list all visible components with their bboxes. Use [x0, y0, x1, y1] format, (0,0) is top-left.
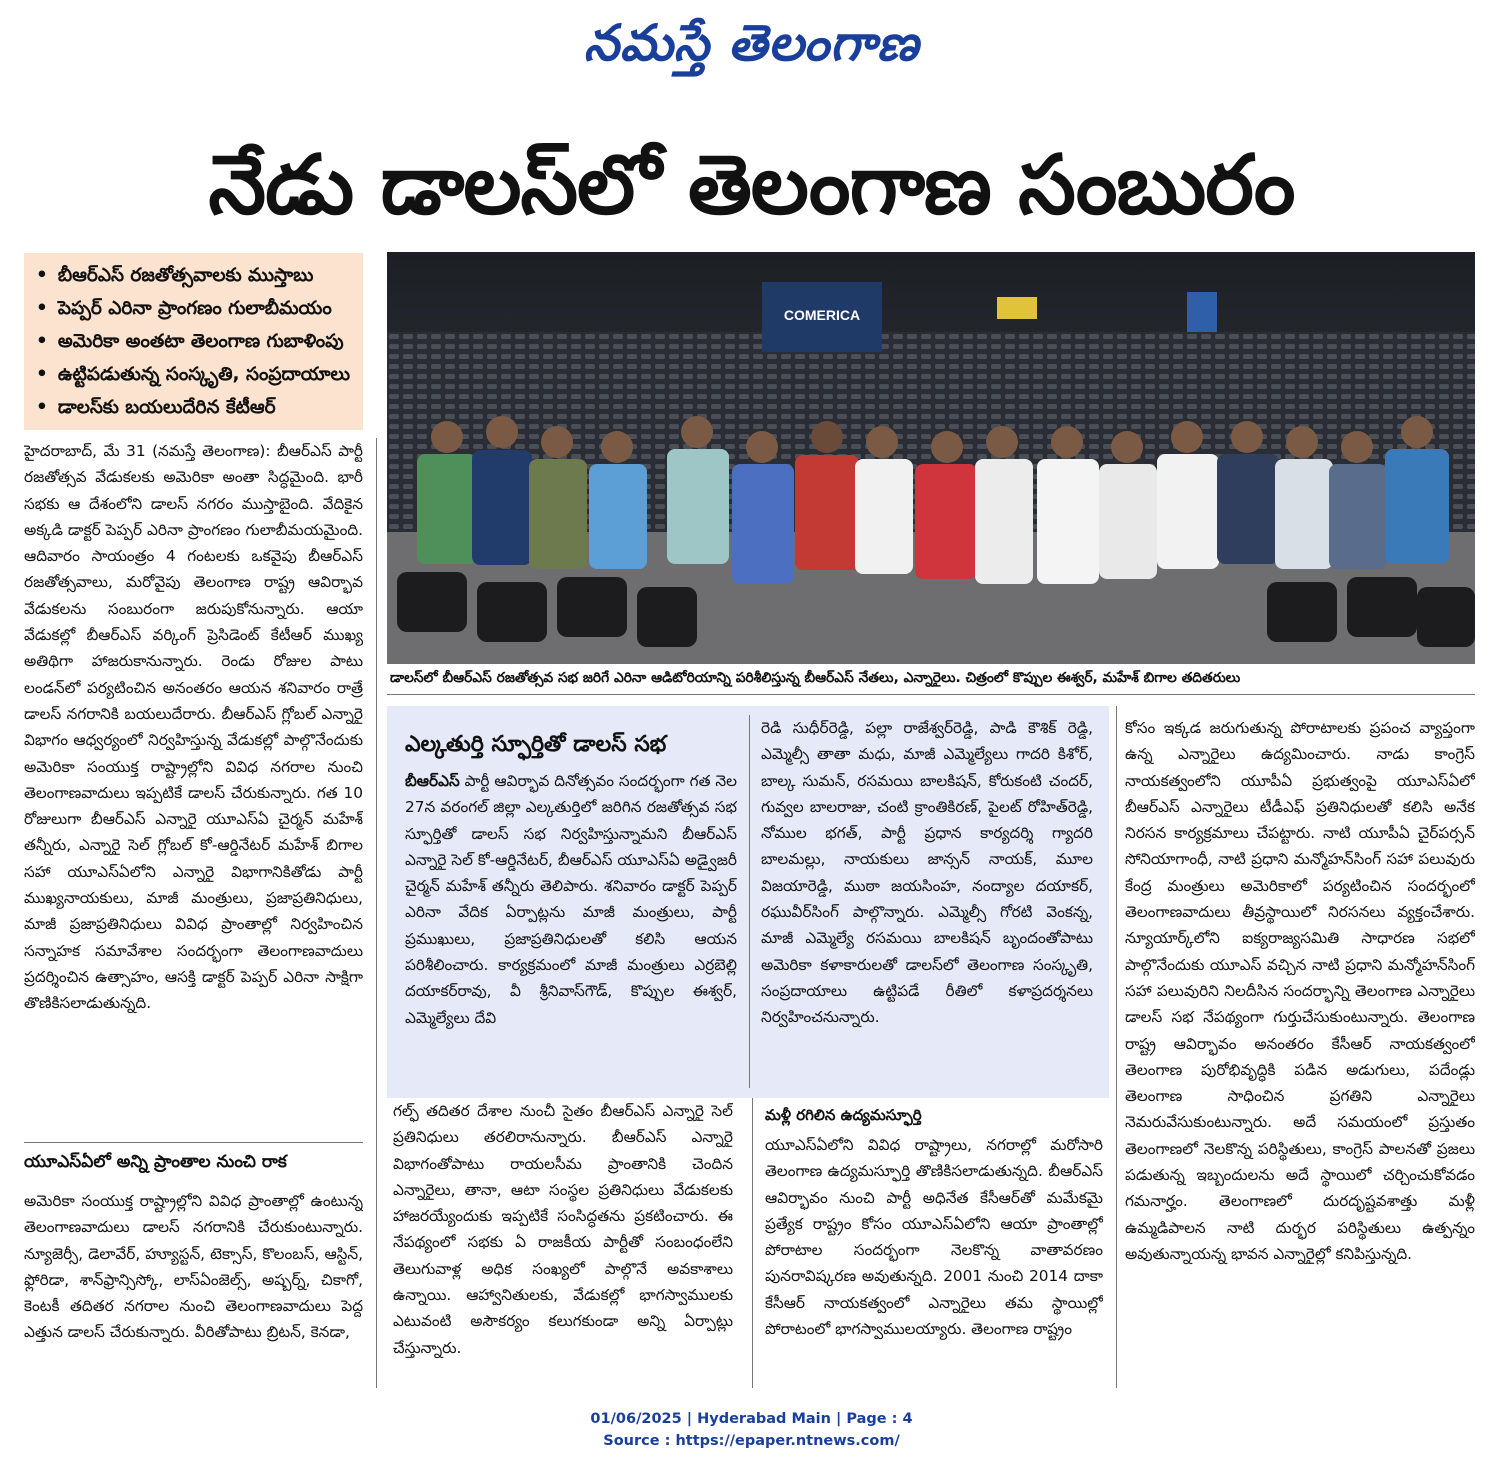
article-column-3-continued — [765, 1132, 1103, 1392]
footer-date-edition: 01/06/2025 | Hyderabad Main | Page : 4 — [590, 1411, 913, 1427]
subheading-movement-spirit: మళ్లీ రగిలిన ఉద్యమస్ఫూర్తి — [765, 1106, 922, 1124]
subheading-elkathurthi: ఎల్కతుర్తి స్ఫూర్తితో డాలస్ సభ — [405, 732, 667, 757]
article-paragraph — [405, 768, 737, 1031]
article-paragraph: హైదరాబాద్, మే 31 (నమస్తే తెలంగాణ): బీఆర్ఎస్ పార్టీ రజతోత్సవ వేడుకలకు అమెరికా అంతా సిద్ధమైంది. భారీ సభకు ఆ దేశంలోని డాలస్ నగరం ముస్తాబైంది. వేదికైన అక్కడి డాక్టర్ పెప్పర్ ఎరినా ప్రాంగణం గులాబీమయమైంది. ఆదివారం సాయంత్రం 4 గంటలకు ఒకవైపు బీఆర్ఎస్ రజతోత్సవాలు, మరోవైపు తెలంగాణ రాష్ట్ర ఆవిర్భావ వేడుకలను సంబురంగా జరుపుకోనున్నారు. ఆయా వేడుకల్లో బీఆర్ఎస్ వర్కింగ్ ప్రెసిడెంట్ కేటీఆర్ ముఖ్య అతిథిగా హాజరుకానున్నారు. రెండు రోజుల పాటు లండన్‌లో పర్యటించిన అనంతరం ఆయన శనివారం రాత్రే డాలస్ నగరానికి బయలుదేరారు. బీఆర్ఎస్ గ్లోబల్ ఎన్నారై విభాగం ఆధ్వర్యంలో నిర్వహిస్తున్న వేడుకల్లో పాల్గొనేందుకు అమెరికా సంయుక్త రాష్ట్రాల్లోని వివిధ నగరాల నుంచి తెలంగాణవాదులు ఇప్పటికే డాలస్ చేరుకున్నారు. గత 10 రోజులుగా బీఆర్ఎస్ ఎన్నారై యూఎస్ఏ చైర్మన్ మహేశ్ తన్నీరు, ఎన్నారై సెల్ గ్లోబల్ కో-ఆర్డినేటర్ మహేశ్ బిగాల సహా యూఎస్ఏలోని ఎన్నారై విభాగానికితోడు పార్టీ ముఖ్యనాయకులు, మాజీ మంత్రులు, ప్రజాప్రతినిధులు, మాజీ ప్రజాప్రతినిధులు వివిధ ప్రాంతాల్లో నిర్వహించిన సన్నాహక సమావేశాల సందర్భంగా తెలంగాణవాదులు ప్రదర్శించిన ఉత్సాహం, ఆసక్తి డాక్టర్ పెప్పర్ ఎరినా సాక్షిగా తొణికిసలాడుతున్నది. — [24, 442, 363, 1013]
lead-word: బీఆర్ఎస్ — [405, 772, 460, 790]
article-paragraph: యూఎస్ఏలోని వివిధ రాష్ట్రాలు, నగరాల్లో మరోసారి తెలంగాణ ఉద్యమస్ఫూర్తి తొణికిసలాడుతున్నది. బీఆర్ఎస్ ఆవిర్భావం నుంచి పార్టీ అధినేత కేసీఆర్‌తో మమేకమై ప్రత్యేక రాష్ట్రం కోసం యూఎస్ఏలోని ఆయా ప్రాంతాల్లో పోరాటాల సందర్భంగా నెలకొన్న వాతావరణం పునరావిష్కరణ అవుతున్నది. 2001 నుంచి 2014 దాకా కేసీఆర్ నాయకత్వంలో ఎన్నారైలు తమ స్థాయిల్లో పోరాటంలో భాగస్వాములయ్యారు. తెలంగాణ రాష్ట్రం — [765, 1136, 1103, 1339]
article-paragraph: గల్ఫ్ తదితర దేశాల నుంచీ సైతం బీఆర్ఎస్ ఎన్నారై సెల్ ప్రతినిధులు తరలిరానున్నారు. బీఆర్ఎస్ ఎన్నారై విభాగంతోపాటు రాయలసీమ ప్రాంతానికి చెందిన ఎన్నారైలు, తానా, ఆటా సంస్థల ప్రతినిధులు వేడుకలకు హాజరయ్యేందుకు ఇప్పటికే సంసిద్ధతను ప్రకటించారు. ఈ నేపథ్యంలో సభకు ఏ రాజకీయ పార్టీతో సంబంధంలేని తెలుగువాళ్ల అధిక సంఖ్యలో పాల్గొనే అవకాశాలు ఉన్నాయి. ఆహ్వానితులకు, వేడుకల్లో భాగస్వాములకు ఎటువంటి అసౌకర్యం కలుగకుండా అన్ని ఏర్పాట్లు చేస్తున్నారు. — [393, 1102, 733, 1357]
highlight-item: • బీఆర్ఎస్ రజతోత్సవాలకు ముస్తాబు — [24, 259, 363, 292]
article-column-4 — [1125, 715, 1475, 1380]
column-divider — [749, 715, 750, 1088]
headline: నేడు డాలస్‌లో తెలంగాణ సంబురం — [208, 138, 1295, 233]
arena-banner-text: COMERICA — [783, 307, 861, 323]
highlight-item: • పెప్పర్ ఎరినా ప్రాంగణం గులాబీమయం — [24, 292, 363, 325]
caption-divider — [387, 694, 1475, 695]
article-column-2-continued — [393, 1098, 733, 1388]
masthead-logo: నమస్తే తెలంగాణ — [583, 13, 920, 72]
article-column-2 — [405, 768, 737, 1088]
highlight-item: • అమెరికా అంతటా తెలంగాణ గుబాళింపు — [24, 325, 363, 358]
page-footer — [0, 1408, 1503, 1452]
article-column-1-continued — [24, 1188, 363, 1388]
article-paragraph: రెడి సుధీర్‌రెడ్డి, పల్లా రాజేశ్వర్‌రెడ్డి, పాడి కౌశిక్ రెడ్డి, ఎమ్మెల్సీ తాతా మధు, మాజీ ఎమ్మెల్యేలు గాదరి కిశోర్, బాల్క సుమన్, రసమయి బాలకిషన్, కోరుకంటి చందర్, గువ్వల బాలరాజు, చంటి క్రాంతికిరణ్, పైలట్ రోహిత్‌రెడ్డి, నోముల భగత్, పార్టీ ప్రధాన కార్యదర్శి గ్యాదరి బాలమల్లు, నాయకులు జాన్సన్ నాయక్, మూల విజయారెడ్డి, ముఠా జయసింహ, నంద్యాల దయాకర్, రఘువీర్‌సింగ్ పాల్గొన్నారు. ఎమ్మెల్సీ గోరటి వెంకన్న, మాజీ ఎమ్మెల్యే రసమయి బాలకిషన్ బృందంతోపాటు అమెరికా కళాకారులతో డాలస్‌లో తెలంగాణ సంస్కృతి, సంప్రదాయాలు ఉట్టిపడే రీతిలో కళాప్రదర్శనలు నిర్వహించనున్నారు. — [761, 719, 1093, 1027]
article-column-3 — [761, 715, 1093, 1088]
footer-source: Source : https://epaper.ntnews.com/ — [603, 1433, 900, 1449]
photo-caption: డాలస్‌లో బీఆర్ఎస్ రజతోత్సవ సభ జరిగే ఎరినా ఆడిటోరియాన్ని పరిశీలిస్తున్న బీఆర్ఎస్ నేతలు, ఎన్నారైలు. చిత్రంలో కొప్పుల ఈశ్వర్, మహేశ్ బిగాల తదితరులు — [390, 670, 1241, 686]
section-divider — [24, 1142, 363, 1143]
highlights-box — [24, 253, 363, 430]
column-divider — [376, 438, 377, 1388]
article-text: పార్టీ ఆవిర్భావ దినోత్సవం సందర్భంగా గత నెల 27న వరంగల్ జిల్లా ఎల్కతుర్తిలో జరిగిన రజతోత్సవ సభ స్ఫూర్తితో డాలస్ సభ నిర్వహిస్తున్నామని బీఆర్ఎస్ ఎన్నారై సెల్ కో-ఆర్డినేటర్, బీఆర్ఎస్ యూఎస్ఏ అడ్వైజరీ చైర్మన్ మహేశ్ తన్నీరు తెలిపారు. శనివారం డాక్టర్ పెప్పర్ ఎరినా వేదిక ఏర్పాట్లను మాజీ మంత్రులు, పార్టీ ప్రముఖులు, ప్రజాప్రతినిధులతో కలిసి ఆయన పరిశీలించారు. కార్యక్రమంలో మాజీ మంత్రులు ఎర్రబెల్లి దయాకర్‌రావు, వీ శ్రీనివాస్‌గౌడ్, కొప్పుల ఈశ్వర్, ఎమ్మెల్యేలు దేవి — [405, 772, 737, 1027]
arena-group-photo — [387, 252, 1475, 664]
column-divider — [752, 1098, 753, 1388]
article-paragraph: కోసం ఇక్కడ జరుగుతున్న పోరాటాలకు ప్రపంచ వ్యాప్తంగా ఉన్న ఎన్నారైలు ఉద్యమించారు. నాడు కాంగ్రెస్ నాయకత్వంలోని యూపీఏ ప్రభుత్వంపై యూఎస్ఏలో బీఆర్ఎస్ ఎన్నారైలు టీడీఎఫ్ ప్రతినిధులతో కలిసి అనేక నిరసన కార్యక్రమాలు చేపట్టారు. నాటి యూపీఏ చైర్‌పర్సన్ సోనియాగాంధీ, నాటి ప్రధాని మన్మోహన్‌సింగ్ సహా పలువురు కేంద్ర మంత్రులు అమెరికాలో పర్యటించిన సందర్భంలో తెలంగాణవాదులు తీవ్రస్థాయిలో నిరసనలు వ్యక్తంచేశారు. న్యూయార్క్‌లోని ఐక్యరాజ్యసమితి సాధారణ సభలో పాల్గొనేందుకు యూఎస్ వచ్చిన నాటి ప్రధాని మన్మోహన్‌సింగ్ సహా పలువురిని నిలదీసిన సందర్భాన్ని తెలంగాణ ఎన్నారైలు డాలస్ సభ నేపథ్యంగా గుర్తుచేసుకుంటున్నారు. తెలంగాణ రాష్ట్ర ఆవిర్భావం అనంతరం కేసీఆర్ నాయకత్వంలో తెలంగాణ పురోభివృద్ధికి పడిన అడుగులు, పదేండ్లు తెలంగాణ సాధించిన ప్రగతిని ఎన్నారైలు నెమరువేసుకుంటున్నారు. అదే సమయంలో ప్రస్తుతం తెలంగాణలో నెలకొన్న పరిస్థితులు, కాంగ్రెస్ పాలనతో ప్రజలు పడుతున్న ఇబ్బందులను అదే స్థాయిలో చర్చించుకోవడం గమనార్హం. తెలంగాణలో దురదృష్టవశాత్తు మళ్లీ ఉమ్మడిపాలన నాటి దుర్భర పరిస్థితులు ఉత్పన్నం అవుతున్నాయన్న భావన ఎన్నారైల్లో కనిపిస్తున్నది. — [1125, 719, 1475, 1263]
subheading-usa-arrivals: యూఎస్ఏలో అన్ని ప్రాంతాల నుంచి రాక — [24, 1152, 287, 1172]
article-column-1 — [24, 438, 363, 1128]
column-divider — [1116, 706, 1117, 1388]
highlight-item: • డాలస్‌కు బయలుదేరిన కేటీఆర్ — [24, 391, 363, 424]
highlight-item: • ఉట్టిపడుతున్న సంస్కృతి, సంప్రదాయాలు — [24, 358, 363, 391]
article-paragraph: అమెరికా సంయుక్త రాష్ట్రాల్లోని వివిధ ప్రాంతాల్లో ఉంటున్న తెలంగాణవాదులు డాలస్ నగరానికి చేరుకుంటున్నారు. న్యూజెర్సీ, డెలావేర్, హ్యూస్టన్, టెక్సాస్, కొలంబస్, ఆస్టిన్, ఫ్లోరిడా, శాన్‌ఫ్రాన్సిస్కో, లాస్‌ఏంజెల్స్, అష్బర్న్, చికాగో, కెంటకీ తదితర నగరాల నుంచి తెలంగాణవాదులు పెద్ద ఎత్తున డాలస్ చేరుకున్నారు. వీరితోపాటు బ్రిటన్, కెనడా, — [24, 1192, 363, 1342]
